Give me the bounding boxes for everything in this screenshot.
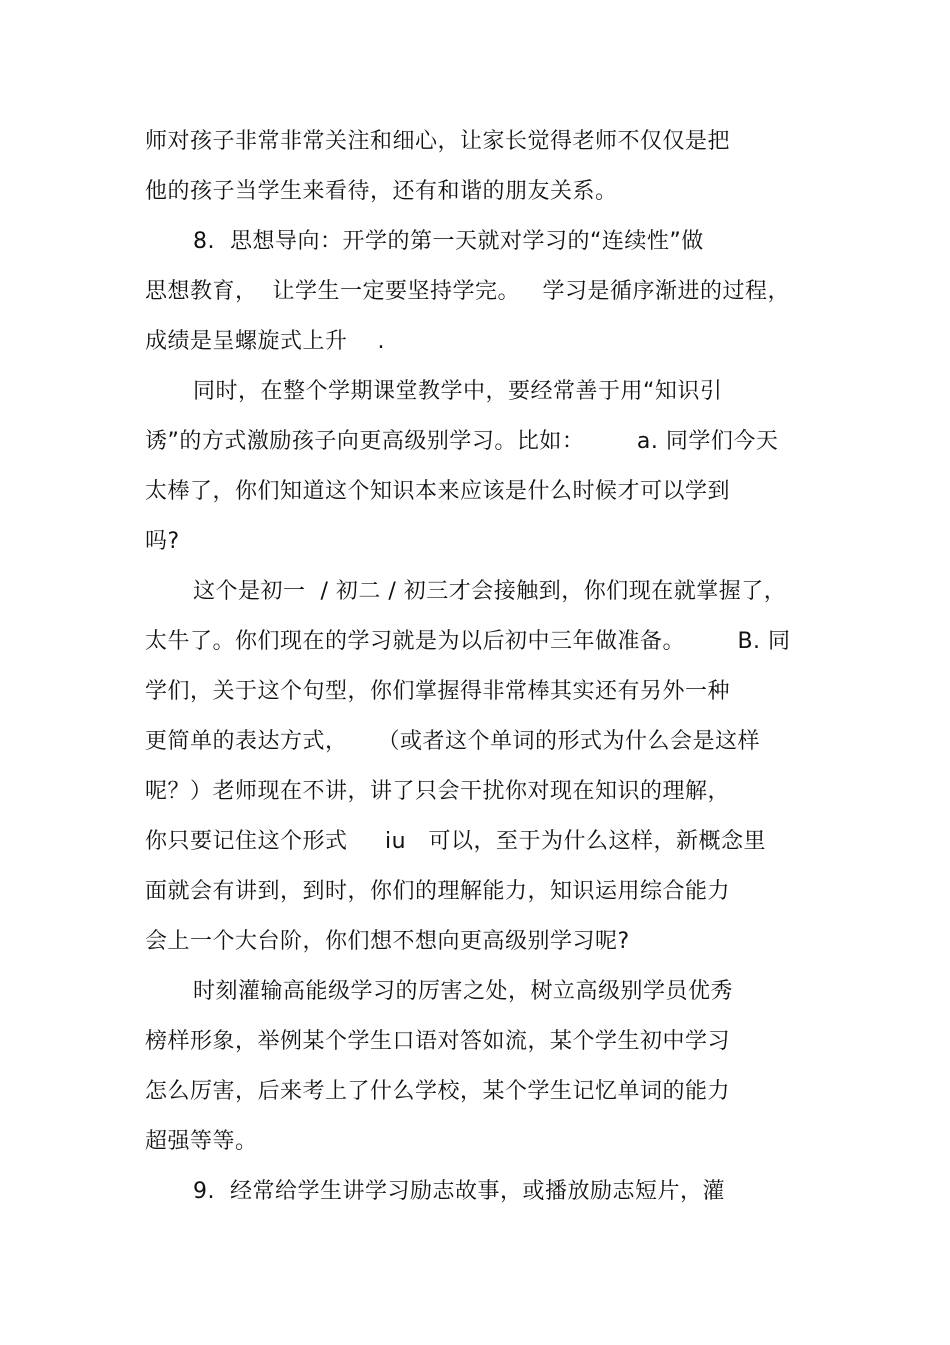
text-line: 他的孩子当学生来看待，还有和谐的朋友关系。: [145, 179, 618, 204]
text-line: 会上一个大台阶，你们想不想向更高级别学习呢?: [145, 929, 630, 954]
text-line: 吗?: [145, 529, 180, 554]
paragraph-start: 同时，在整个学期课堂教学中，要经常善于用“知识引: [193, 379, 723, 404]
text-line: 你只要记住这个形式 iu 可以，至于为什么这样，新概念里: [145, 829, 767, 854]
text-line: 呢？）老师现在不讲，讲了只会干扰你对现在知识的理解，: [145, 779, 731, 804]
paragraph-start: 时刻灌输高能级学习的厉害之处，树立高级别学员优秀: [193, 979, 734, 1004]
text-line: 太棒了，你们知道这个知识本来应该是什么时候才可以学到: [145, 479, 731, 504]
text-line: 成绩是呈螺旋式上升 .: [145, 329, 385, 354]
paragraph-start: 这个是初一 / 初二 / 初三才会接触到，你们现在就掌握了，: [193, 579, 787, 604]
text-line: 诱”的方式激励孩子向更高级别学习。比如： a. 同学们今天: [145, 429, 779, 454]
text-line: 思想教育， 让学生一定要坚持学完。 学习是循序渐进的过程，: [145, 279, 790, 304]
numbered-item-9: 9. 经常给学生讲学习励志故事，或播放励志短片，灌: [193, 1179, 725, 1204]
numbered-item-8: 8. 思想导向：开学的第一天就对学习的“连续性”做: [193, 229, 704, 254]
text-line: 师对孩子非常非常关注和细心，让家长觉得老师不仅仅是把: [145, 129, 731, 154]
text-line: 榜样形象，举例某个学生口语对答如流，某个学生初中学习: [145, 1029, 731, 1054]
text-line: 怎么厉害，后来考上了什么学校，某个学生记忆单词的能力: [145, 1079, 731, 1104]
text-line: 面就会有讲到，到时，你们的理解能力，知识运用综合能力: [145, 879, 731, 904]
text-line: 学们，关于这个句型，你们掌握得非常棒其实还有另外一种: [145, 679, 731, 704]
text-line: 超强等等。: [145, 1129, 258, 1154]
text-line: 更简单的表达方式， （或者这个单词的形式为什么会是这样: [145, 729, 760, 754]
text-line: 太牛了。你们现在的学习就是为以后初中三年做准备。 B. 同: [145, 629, 791, 654]
